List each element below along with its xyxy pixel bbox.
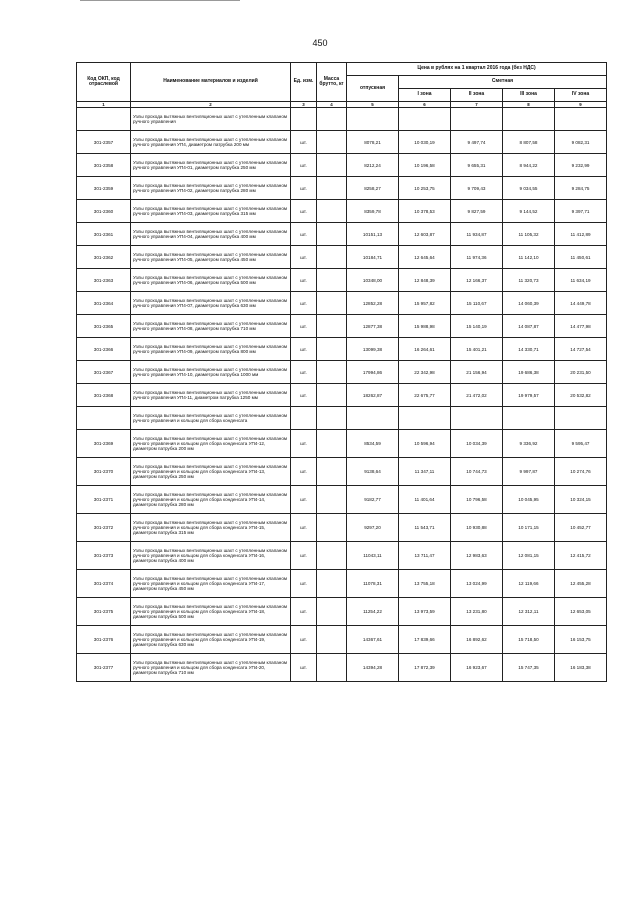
header-estimate: Сметная xyxy=(399,76,607,89)
group-header-row xyxy=(77,108,607,131)
row-zone-1-price: 13 755,18 xyxy=(399,570,451,598)
row-mass xyxy=(317,570,347,598)
row-unit: шт. xyxy=(291,246,317,269)
row-release-price: 13099,38 xyxy=(347,338,399,361)
row-zone-2-price: 12 166,37 xyxy=(451,269,503,292)
row-release-price: 8534,59 xyxy=(347,430,399,458)
row-release-price: 17994,86 xyxy=(347,361,399,384)
row-mass xyxy=(317,177,347,200)
row-zone-1-price: 12 645,64 xyxy=(399,246,451,269)
row-unit: шт. xyxy=(291,430,317,458)
row-code: 301-2363 xyxy=(77,269,131,292)
row-zone-1-price: 12 603,87 xyxy=(399,223,451,246)
row-zone-4-price: 9 595,47 xyxy=(555,430,607,458)
table-row xyxy=(77,292,607,315)
row-zone-1-price: 13 973,59 xyxy=(399,598,451,626)
row-unit: шт. xyxy=(291,514,317,542)
row-zone-1-price: 11 347,11 xyxy=(399,458,451,486)
header-zone-1: I зона xyxy=(399,89,451,102)
row-unit: шт. xyxy=(291,654,317,682)
row-zone-2-price: 15 140,19 xyxy=(451,315,503,338)
header-release: отпускная xyxy=(347,76,399,102)
row-zone-2-price: 21 472,02 xyxy=(451,384,503,407)
row-zone-3-price: 12 081,15 xyxy=(503,542,555,570)
column-number: 1 xyxy=(77,102,131,108)
row-unit: шт. xyxy=(291,361,317,384)
row-zone-2-price: 21 156,94 xyxy=(451,361,503,384)
column-number: 6 xyxy=(399,102,451,108)
header-mass: Масса брутто, кг xyxy=(317,63,347,102)
table-row xyxy=(77,458,607,486)
row-zone-1-price: 11 401,64 xyxy=(399,486,451,514)
row-zone-2-price: 10 930,88 xyxy=(451,514,503,542)
row-mass xyxy=(317,626,347,654)
row-zone-3-price: 14 330,71 xyxy=(503,338,555,361)
row-zone-4-price: 12 653,05 xyxy=(555,598,607,626)
row-name: Узлы прохода вытяжных вентиляционных шахт с утепленным клапаном ручного управления УП4-10, диаметром патрубка 1000 мм xyxy=(131,361,291,384)
row-code: 301-2365 xyxy=(77,315,131,338)
column-number: 9 xyxy=(555,102,607,108)
row-unit: шт. xyxy=(291,598,317,626)
row-zone-3-price: 8 807,58 xyxy=(503,131,555,154)
row-zone-1-price: 10 596,94 xyxy=(399,430,451,458)
group-empty-cell xyxy=(503,407,555,430)
row-zone-3-price: 14 087,87 xyxy=(503,315,555,338)
row-unit: шт. xyxy=(291,486,317,514)
group-empty-cell xyxy=(399,407,451,430)
row-release-price: 11254,22 xyxy=(347,598,399,626)
table-row xyxy=(77,200,607,223)
table-row xyxy=(77,246,607,269)
row-mass xyxy=(317,131,347,154)
row-mass xyxy=(317,486,347,514)
table-row xyxy=(77,626,607,654)
row-zone-2-price: 11 934,87 xyxy=(451,223,503,246)
row-release-price: 10151,13 xyxy=(347,223,399,246)
row-release-price: 11043,11 xyxy=(347,542,399,570)
row-zone-3-price: 12 312,11 xyxy=(503,598,555,626)
row-zone-3-price: 11 142,10 xyxy=(503,246,555,269)
row-zone-3-price: 15 747,35 xyxy=(503,654,555,682)
row-release-price: 14394,28 xyxy=(347,654,399,682)
row-zone-3-price: 12 119,66 xyxy=(503,570,555,598)
row-zone-2-price: 13 231,80 xyxy=(451,598,503,626)
row-zone-4-price: 10 452,77 xyxy=(555,514,607,542)
row-name: Узлы прохода вытяжных вентиляционных шахт с утепленным клапаном ручного управления УП4-03, диаметром патрубка 315 мм xyxy=(131,200,291,223)
row-mass xyxy=(317,598,347,626)
table-row xyxy=(77,486,607,514)
row-release-price: 12852,28 xyxy=(347,292,399,315)
row-name: Узлы прохода вытяжных вентиляционных шахт с утепленным клапаном ручного управления и кольцом для сбора конденсата УП4-20, диаметром патрубка 710 мм xyxy=(131,654,291,682)
row-code: 301-2367 xyxy=(77,361,131,384)
row-name: Узлы прохода вытяжных вентиляционных шахт с утепленным клапаном ручного управления УП4-04, диаметром патрубка 400 мм xyxy=(131,223,291,246)
row-zone-1-price: 22 342,98 xyxy=(399,361,451,384)
row-zone-2-price: 10 034,39 xyxy=(451,430,503,458)
table-row xyxy=(77,338,607,361)
row-release-price: 8212,24 xyxy=(347,154,399,177)
group-empty-cell xyxy=(77,108,131,131)
row-code: 301-2376 xyxy=(77,626,131,654)
row-zone-4-price: 14 477,98 xyxy=(555,315,607,338)
row-zone-1-price: 10 378,53 xyxy=(399,200,451,223)
row-mass xyxy=(317,315,347,338)
row-zone-4-price: 20 532,82 xyxy=(555,384,607,407)
row-zone-1-price: 17 872,39 xyxy=(399,654,451,682)
row-code: 301-2372 xyxy=(77,514,131,542)
table-row xyxy=(77,430,607,458)
row-release-price: 9182,77 xyxy=(347,486,399,514)
row-name: Узлы прохода вытяжных вентиляционных шахт с утепленным клапаном ручного управления УП4-02, диаметром патрубка 280 мм xyxy=(131,177,291,200)
group-empty-cell xyxy=(291,108,317,131)
row-unit: шт. xyxy=(291,154,317,177)
row-zone-3-price: 10 171,15 xyxy=(503,514,555,542)
row-code: 301-2374 xyxy=(77,570,131,598)
row-code: 301-2359 xyxy=(77,177,131,200)
row-name: Узлы прохода вытяжных вентиляционных шахт с утепленным клапаном ручного управления УП4, диаметром патрубка 200 мм xyxy=(131,131,291,154)
row-zone-4-price: 9 284,75 xyxy=(555,177,607,200)
row-name: Узлы прохода вытяжных вентиляционных шахт с утепленным клапаном ручного управления и кольцом для сбора конденсата УП4-18, диаметром патрубка 500 мм xyxy=(131,598,291,626)
row-code: 301-2373 xyxy=(77,542,131,570)
group-empty-cell xyxy=(451,407,503,430)
row-zone-1-price: 10 253,75 xyxy=(399,177,451,200)
row-mass xyxy=(317,200,347,223)
table-row xyxy=(77,542,607,570)
row-unit: шт. xyxy=(291,269,317,292)
row-zone-2-price: 10 796,58 xyxy=(451,486,503,514)
top-rule xyxy=(80,0,240,1)
group-empty-cell xyxy=(317,108,347,131)
row-code: 301-2357 xyxy=(77,131,131,154)
row-zone-1-price: 22 675,77 xyxy=(399,384,451,407)
row-name: Узлы прохода вытяжных вентиляционных шахт с утепленным клапаном ручного управления и кольцом для сбора конденсата УП4-13, диаметром патрубка 250 мм xyxy=(131,458,291,486)
row-mass xyxy=(317,654,347,682)
row-zone-4-price: 11 450,61 xyxy=(555,246,607,269)
row-mass xyxy=(317,223,347,246)
row-zone-1-price: 10 196,58 xyxy=(399,154,451,177)
row-zone-2-price: 9 497,74 xyxy=(451,131,503,154)
row-name: Узлы прохода вытяжных вентиляционных шахт с утепленным клапаном ручного управления УП4-09, диаметром патрубка 800 мм xyxy=(131,338,291,361)
row-zone-4-price: 16 183,38 xyxy=(555,654,607,682)
table-row xyxy=(77,514,607,542)
row-zone-4-price: 9 232,99 xyxy=(555,154,607,177)
row-zone-1-price: 12 848,39 xyxy=(399,269,451,292)
group-empty-cell xyxy=(399,108,451,131)
row-release-price: 9138,64 xyxy=(347,458,399,486)
row-zone-4-price: 12 455,28 xyxy=(555,570,607,598)
row-code: 301-2369 xyxy=(77,430,131,458)
row-release-price: 8078,21 xyxy=(347,131,399,154)
table-row xyxy=(77,384,607,407)
row-zone-2-price: 10 744,73 xyxy=(451,458,503,486)
group-empty-cell xyxy=(555,108,607,131)
row-mass xyxy=(317,430,347,458)
price-table xyxy=(76,62,607,682)
group-title: Узлы прохода вытяжных вентиляционных шахт с утепленным клапаном ручного управления и кольцом для сбора конденсата xyxy=(131,407,291,430)
row-zone-3-price: 19 686,38 xyxy=(503,361,555,384)
row-zone-1-price: 11 543,71 xyxy=(399,514,451,542)
row-code: 301-2358 xyxy=(77,154,131,177)
row-code: 301-2364 xyxy=(77,292,131,315)
row-unit: шт. xyxy=(291,177,317,200)
row-unit: шт. xyxy=(291,223,317,246)
group-empty-cell xyxy=(503,108,555,131)
row-zone-1-price: 15 957,82 xyxy=(399,292,451,315)
row-mass xyxy=(317,154,347,177)
group-empty-cell xyxy=(555,407,607,430)
group-empty-cell xyxy=(347,108,399,131)
column-number: 8 xyxy=(503,102,555,108)
table-row xyxy=(77,570,607,598)
group-empty-cell xyxy=(451,108,503,131)
row-mass xyxy=(317,514,347,542)
row-zone-4-price: 14 449,78 xyxy=(555,292,607,315)
column-number: 2 xyxy=(131,102,291,108)
row-code: 301-2377 xyxy=(77,654,131,682)
row-unit: шт. xyxy=(291,200,317,223)
row-code: 301-2375 xyxy=(77,598,131,626)
row-unit: шт. xyxy=(291,542,317,570)
group-header-row xyxy=(77,407,607,430)
row-zone-1-price: 15 988,98 xyxy=(399,315,451,338)
row-mass xyxy=(317,246,347,269)
row-zone-2-price: 15 110,67 xyxy=(451,292,503,315)
row-name: Узлы прохода вытяжных вентиляционных шахт с утепленным клапаном ручного управления и кольцом для сбора конденсата УП4-19, диаметром патрубка 630 мм xyxy=(131,626,291,654)
group-empty-cell xyxy=(77,407,131,430)
table-row xyxy=(77,223,607,246)
row-zone-3-price: 9 144,52 xyxy=(503,200,555,223)
row-name: Узлы прохода вытяжных вентиляционных шахт с утепленным клапаном ручного управления и кольцом для сбора конденсата УП4-15, диаметром патрубка 315 мм xyxy=(131,514,291,542)
header-unit: Ед. изм. xyxy=(291,63,317,102)
table-row xyxy=(77,315,607,338)
row-zone-2-price: 15 401,21 xyxy=(451,338,503,361)
row-code: 301-2366 xyxy=(77,338,131,361)
row-zone-4-price: 20 231,50 xyxy=(555,361,607,384)
row-mass xyxy=(317,292,347,315)
row-unit: шт. xyxy=(291,626,317,654)
row-zone-3-price: 15 718,50 xyxy=(503,626,555,654)
page-number: 450 xyxy=(312,38,328,48)
row-code: 301-2361 xyxy=(77,223,131,246)
table-row xyxy=(77,598,607,626)
header-code: Код ОКП, код отраслевой xyxy=(77,63,131,102)
row-zone-2-price: 9 827,59 xyxy=(451,200,503,223)
row-mass xyxy=(317,458,347,486)
row-zone-1-price: 13 711,47 xyxy=(399,542,451,570)
row-release-price: 12877,38 xyxy=(347,315,399,338)
row-name: Узлы прохода вытяжных вентиляционных шахт с утепленным клапаном ручного управления и кольцом для сбора конденсата УП4-14, диаметром патрубка 280 мм xyxy=(131,486,291,514)
row-zone-4-price: 14 727,54 xyxy=(555,338,607,361)
group-empty-cell xyxy=(291,407,317,430)
column-number: 3 xyxy=(291,102,317,108)
header-name: Наименование материалов и изделий xyxy=(131,63,291,102)
row-release-price: 8359,78 xyxy=(347,200,399,223)
row-mass xyxy=(317,384,347,407)
row-code: 301-2368 xyxy=(77,384,131,407)
column-number: 7 xyxy=(451,102,503,108)
table-row xyxy=(77,131,607,154)
row-unit: шт. xyxy=(291,338,317,361)
row-name: Узлы прохода вытяжных вентиляционных шахт с утепленным клапаном ручного управления и кольцом для сбора конденсата УП4-12, диаметром патрубка 200 мм xyxy=(131,430,291,458)
row-zone-1-price: 16 264,61 xyxy=(399,338,451,361)
table-row xyxy=(77,177,607,200)
row-zone-2-price: 11 974,36 xyxy=(451,246,503,269)
header-zone-3: III зона xyxy=(503,89,555,102)
row-code: 301-2362 xyxy=(77,246,131,269)
row-zone-3-price: 9 336,92 xyxy=(503,430,555,458)
row-zone-3-price: 11 105,32 xyxy=(503,223,555,246)
row-name: Узлы прохода вытяжных вентиляционных шахт с утепленным клапаном ручного управления УП4-11, диаметром патрубка 1250 мм xyxy=(131,384,291,407)
row-zone-1-price: 17 839,66 xyxy=(399,626,451,654)
row-zone-4-price: 9 397,71 xyxy=(555,200,607,223)
row-unit: шт. xyxy=(291,570,317,598)
row-mass xyxy=(317,361,347,384)
row-release-price: 18262,87 xyxy=(347,384,399,407)
row-mass xyxy=(317,542,347,570)
row-zone-2-price: 16 923,67 xyxy=(451,654,503,682)
row-zone-3-price: 10 045,95 xyxy=(503,486,555,514)
row-name: Узлы прохода вытяжных вентиляционных шахт с утепленным клапаном ручного управления и кольцом для сбора конденсата УП4-16, диаметром патрубка 400 мм xyxy=(131,542,291,570)
row-unit: шт. xyxy=(291,458,317,486)
row-release-price: 11078,31 xyxy=(347,570,399,598)
row-zone-3-price: 9 997,87 xyxy=(503,458,555,486)
row-name: Узлы прохода вытяжных вентиляционных шахт с утепленным клапаном ручного управления и кольцом для сбора конденсата УП4-17, диаметром патрубка 450 мм xyxy=(131,570,291,598)
row-unit: шт. xyxy=(291,315,317,338)
row-name: Узлы прохода вытяжных вентиляционных шахт с утепленным клапаном ручного управления УП4-05, диаметром патрубка 450 мм xyxy=(131,246,291,269)
row-zone-2-price: 9 709,43 xyxy=(451,177,503,200)
row-zone-3-price: 9 034,55 xyxy=(503,177,555,200)
row-zone-4-price: 10 324,15 xyxy=(555,486,607,514)
row-zone-3-price: 14 060,39 xyxy=(503,292,555,315)
group-empty-cell xyxy=(317,407,347,430)
column-number: 4 xyxy=(317,102,347,108)
row-name: Узлы прохода вытяжных вентиляционных шахт с утепленным клапаном ручного управления УП4-01, диаметром патрубка 250 мм xyxy=(131,154,291,177)
row-release-price: 10184,71 xyxy=(347,246,399,269)
row-zone-4-price: 9 082,31 xyxy=(555,131,607,154)
row-zone-2-price: 16 892,62 xyxy=(451,626,503,654)
row-zone-2-price: 12 983,63 xyxy=(451,542,503,570)
row-release-price: 14367,61 xyxy=(347,626,399,654)
row-zone-4-price: 12 415,72 xyxy=(555,542,607,570)
row-zone-4-price: 11 634,19 xyxy=(555,269,607,292)
row-mass xyxy=(317,338,347,361)
row-zone-1-price: 10 030,19 xyxy=(399,131,451,154)
row-zone-4-price: 10 274,76 xyxy=(555,458,607,486)
table-row xyxy=(77,154,607,177)
row-unit: шт. xyxy=(291,131,317,154)
row-release-price: 10348,00 xyxy=(347,269,399,292)
row-zone-4-price: 11 412,89 xyxy=(555,223,607,246)
row-code: 301-2360 xyxy=(77,200,131,223)
group-title: Узлы прохода вытяжных вентиляционных шахт с утепленным клапаном ручного управления xyxy=(131,108,291,131)
row-zone-3-price: 11 320,73 xyxy=(503,269,555,292)
table-header xyxy=(77,63,607,108)
row-zone-2-price: 9 655,31 xyxy=(451,154,503,177)
row-name: Узлы прохода вытяжных вентиляционных шахт с утепленным клапаном ручного управления УП4-07, диаметром патрубка 630 мм xyxy=(131,292,291,315)
row-zone-2-price: 13 024,99 xyxy=(451,570,503,598)
row-mass xyxy=(317,269,347,292)
row-zone-4-price: 16 153,75 xyxy=(555,626,607,654)
header-zone-4: IV зона xyxy=(555,89,607,102)
table-row xyxy=(77,269,607,292)
row-code: 301-2370 xyxy=(77,458,131,486)
row-name: Узлы прохода вытяжных вентиляционных шахт с утепленным клапаном ручного управления УП4-06, диаметром патрубка 500 мм xyxy=(131,269,291,292)
row-unit: шт. xyxy=(291,292,317,315)
row-unit: шт. xyxy=(291,384,317,407)
group-empty-cell xyxy=(347,407,399,430)
header-zone-2: II зона xyxy=(451,89,503,102)
column-number: 5 xyxy=(347,102,399,108)
row-code: 301-2371 xyxy=(77,486,131,514)
row-zone-3-price: 8 944,22 xyxy=(503,154,555,177)
row-release-price: 9297,20 xyxy=(347,514,399,542)
table-row xyxy=(77,361,607,384)
row-name: Узлы прохода вытяжных вентиляционных шахт с утепленным клапаном ручного управления УП4-08, диаметром патрубка 710 мм xyxy=(131,315,291,338)
table-row xyxy=(77,654,607,682)
header-price-group: Цена в рублях на 1 квартал 2016 года (без НДС) xyxy=(347,63,607,76)
table-body xyxy=(77,108,607,682)
row-zone-3-price: 19 979,57 xyxy=(503,384,555,407)
row-release-price: 8258,27 xyxy=(347,177,399,200)
